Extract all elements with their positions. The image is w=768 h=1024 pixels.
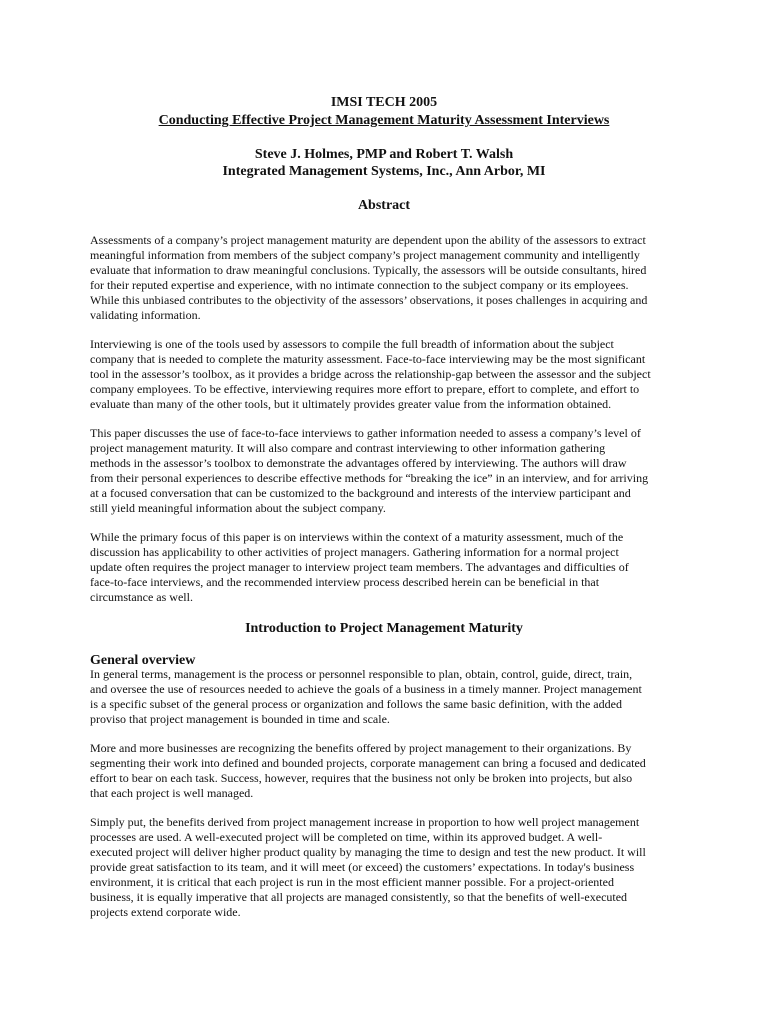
- text-line: project management maturity. It will also compare and contrast interviewing to other information gathering: [90, 441, 606, 455]
- abstract-paragraph-1: [90, 233, 680, 323]
- text-line: tool in the assessor’s toolbox, as it provides a bridge across the relationship-gap between the assessor and the subject: [90, 367, 651, 381]
- text-line: discussion has applicability to other activities of project managers. Gathering information for a normal project: [90, 545, 619, 559]
- text-line: circumstance as well.: [90, 590, 193, 604]
- abstract-paragraph-2: [90, 337, 680, 412]
- abstract-paragraph-3: [90, 426, 680, 516]
- text-line: In general terms, management is the process or personnel responsible to plan, obtain, control, guide, direct, train,: [90, 667, 633, 681]
- abstract-paragraph-4: [90, 530, 680, 605]
- text-line: This paper discusses the use of face-to-face interviews to gather information needed to assess a company’s level of: [90, 426, 641, 440]
- text-line: environment, it is critical that each project is run in the most efficient manner possible. For a project-oriented: [90, 875, 614, 889]
- text-line: is a specific subset of the general process or organization and follows the same basic definition, with the added: [90, 697, 622, 711]
- text-line: evaluate than many of the other tools, but it ultimately provides greater value from the information obtained.: [90, 397, 612, 411]
- text-line: company that is needed to complete the maturity assessment. Face-to-face interviewing may be the most significant: [90, 352, 646, 366]
- text-line: More and more businesses are recognizing the benefits offered by project management to their organizations. By: [90, 741, 632, 755]
- abstract-heading: Abstract: [357, 198, 411, 213]
- text-line: effort to bear on each task. Success, however, requires that the business not only be broken into projects, but also: [90, 771, 633, 785]
- text-line: from their personal experiences to describe effective methods for “breaking the ice” in an interview, and for arriving: [90, 471, 649, 485]
- author-line: Steve J. Holmes, PMP and Robert T. Walsh: [254, 147, 514, 162]
- text-line: still yield meaningful information about the subject company.: [90, 501, 386, 515]
- paper-title: Conducting Effective Project Management Maturity Assessment Interviews: [158, 113, 610, 128]
- text-line: face-to-face interviews, and the recommended interview process described herein can be beneficial in that: [90, 575, 600, 589]
- affiliation-line: Integrated Management Systems, Inc., Ann Arbor, MI: [222, 164, 546, 179]
- conference-name: IMSI TECH 2005: [330, 95, 438, 110]
- text-line: While the primary focus of this paper is on interviews within the context of a maturity assessment, much of the: [90, 530, 624, 544]
- text-line: Interviewing is one of the tools used by assessors to compile the full breadth of information about the subject: [90, 337, 614, 351]
- text-line: update often requires the project manager to interview project team members. The advantages and difficulties of: [90, 560, 629, 574]
- text-line: proviso that project management is bounded in time and scale.: [90, 712, 390, 726]
- text-line: business, it is equally imperative that all projects are managed consistently, so that the benefits of well-executed: [90, 890, 628, 904]
- text-line: executed project will deliver higher product quality by managing the time to design and test the new product. It will: [90, 845, 646, 859]
- text-line: Simply put, the benefits derived from project management increase in proportion to how well project management: [90, 815, 640, 829]
- text-line: company employees. To be effective, interviewing requires more effort to prepare, effort to complete, and effort to: [90, 382, 640, 396]
- subsection-heading: General overview: [90, 653, 196, 668]
- section-heading: Introduction to Project Management Maturity: [245, 621, 523, 636]
- body-paragraph-3: [90, 815, 680, 920]
- text-line: at a focused conversation that can be customized to the background and interests of the interview participant and: [90, 486, 631, 500]
- text-line: methods in the assessor’s toolbox to demonstrate the advantages offered by interviewing. The authors will draw: [90, 456, 627, 470]
- text-line: and oversee the use of resources needed to achieve the goals of a business in a timely manner. Project management: [90, 682, 642, 696]
- text-line: processes are used. A well-executed project will be completed on time, within its approved budget. A well-: [90, 830, 603, 844]
- text-line: segmenting their work into defined and bounded projects, corporate management can bring a focused and dedicated: [90, 756, 646, 770]
- text-line: for their reputed expertise and experience, with no intimate connection to the subject company or its employees.: [90, 278, 629, 292]
- text-line: evaluate that information to draw meaningful conclusions. Typically, the assessors will be outside consultants, hired: [90, 263, 647, 277]
- body-paragraph-1: [90, 667, 680, 727]
- text-line: validating information.: [90, 308, 201, 322]
- text-line: While this unbiased contributes to the objectivity of the assessors’ observations, it poses challenges in acquiring and: [90, 293, 648, 307]
- body-paragraph-2: [90, 741, 680, 801]
- text-line: meaningful information from members of the subject company’s project management community and intelligently: [90, 248, 640, 262]
- text-line: projects extend corporate wide.: [90, 905, 241, 919]
- text-line: that each project is well managed.: [90, 786, 254, 800]
- text-line: Assessments of a company’s project management maturity are dependent upon the ability of the assessors to extract: [90, 233, 646, 247]
- text-line: provide great satisfaction to its team, and it will meet (or exceed) the customers’ expectations. In today's business: [90, 860, 635, 874]
